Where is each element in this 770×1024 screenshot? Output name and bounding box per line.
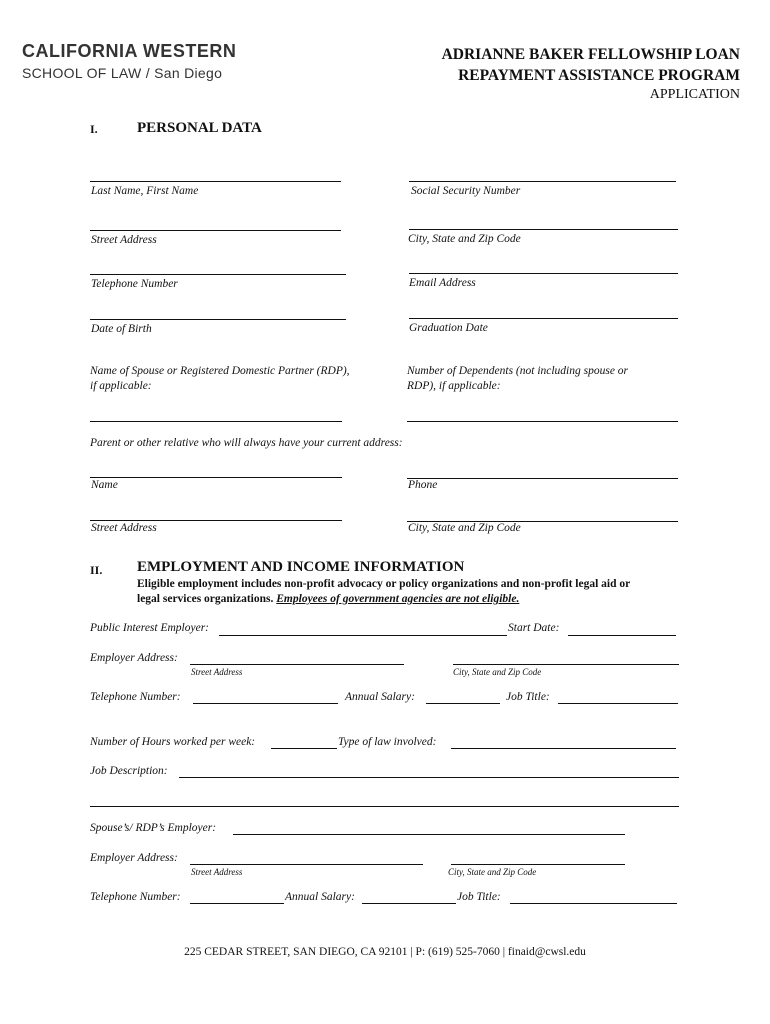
spouse-employer-street-field[interactable] — [190, 864, 423, 865]
graduation-date-label: Graduation Date — [409, 322, 488, 334]
spouse-street-sublabel: Street Address — [191, 867, 243, 877]
spouse-salary-field[interactable] — [362, 903, 456, 904]
spouse-label-line2: if applicable: — [90, 380, 152, 392]
dependents-field[interactable] — [407, 421, 678, 422]
dependents-label-line2: RDP), if applicable: — [407, 380, 501, 392]
job-title-label: Job Title: — [506, 691, 550, 703]
spouse-employer-label: Spouse’s/ RDP’s Employer: — [90, 822, 217, 834]
job-description-field[interactable] — [179, 777, 679, 778]
relative-street-field[interactable] — [90, 520, 342, 521]
employer-label: Public Interest Employer: — [90, 622, 210, 634]
spouse-job-title-field[interactable] — [510, 903, 677, 904]
spouse-employer-field[interactable] — [233, 834, 625, 835]
spouse-employer-city-field[interactable] — [451, 864, 625, 865]
dependents-label-line1: Number of Dependents (not including spouse or — [407, 365, 629, 377]
annual-salary-field[interactable] — [426, 703, 500, 704]
eligibility-note-text: legal services organizations. — [137, 593, 277, 605]
section-1-title: PERSONAL DATA — [137, 120, 262, 136]
law-type-field[interactable] — [451, 748, 676, 749]
start-date-field[interactable] — [568, 635, 676, 636]
school-logo-subtitle: SCHOOL OF LAW / San Diego — [22, 65, 223, 81]
spouse-city-sublabel: City, State and Zip Code — [448, 867, 537, 877]
dob-label: Date of Birth — [91, 323, 152, 335]
employer-street-field[interactable] — [190, 664, 404, 665]
spouse-telephone-field[interactable] — [190, 903, 284, 904]
relative-name-label: Name — [91, 479, 118, 491]
job-description-label: Job Description: — [90, 765, 168, 777]
city-state-zip-label: City, State and Zip Code — [408, 233, 521, 245]
eligibility-note-warning: Employees of government agencies are not eligible. — [276, 593, 520, 605]
start-date-label: Start Date: — [508, 622, 560, 634]
relative-name-field[interactable] — [90, 477, 342, 478]
name-field[interactable] — [90, 181, 341, 182]
dob-field[interactable] — [90, 319, 346, 320]
section-2-number: II. — [90, 563, 103, 577]
hours-label: Number of Hours worked per week: — [90, 736, 256, 748]
form-title-line1: ADRIANNE BAKER FELLOWSHIP LOAN — [441, 46, 740, 63]
section-1-number: I. — [90, 122, 98, 136]
job-title-field[interactable] — [558, 703, 678, 704]
relative-instructions: Parent or other relative who will always have your current address: — [90, 437, 403, 449]
employer-telephone-field[interactable] — [193, 703, 338, 704]
spouse-label-line1: Name of Spouse or Registered Domestic Partner (RDP), — [90, 365, 350, 377]
spouse-telephone-label: Telephone Number: — [90, 891, 181, 903]
job-description-field-line2[interactable] — [90, 806, 679, 807]
eligibility-note-line1: Eligible employment includes non-profit advocacy or policy organizations and non-profit legal aid or — [137, 578, 631, 590]
eligibility-note-line2 — [137, 593, 519, 605]
employer-city-sublabel: City, State and Zip Code — [453, 667, 542, 677]
street-address-label: Street Address — [91, 234, 157, 246]
employer-city-field[interactable] — [453, 664, 679, 665]
telephone-field[interactable] — [90, 274, 346, 275]
email-field[interactable] — [409, 273, 678, 274]
graduation-date-field[interactable] — [409, 318, 678, 319]
relative-city-label: City, State and Zip Code — [408, 522, 521, 534]
employer-street-sublabel: Street Address — [191, 667, 243, 677]
school-logo-name: CALIFORNIA WESTERN — [22, 41, 237, 61]
form-title-line2: REPAYMENT ASSISTANCE PROGRAM — [458, 67, 740, 84]
hours-field[interactable] — [271, 748, 337, 749]
law-type-label: Type of law involved: — [338, 736, 437, 748]
annual-salary-label: Annual Salary: — [345, 691, 415, 703]
name-label: Last Name, First Name — [91, 185, 199, 197]
email-label: Email Address — [409, 277, 476, 289]
telephone-label: Telephone Number — [91, 278, 178, 290]
spouse-job-title-label: Job Title: — [457, 891, 501, 903]
spouse-employer-address-label: Employer Address: — [90, 852, 178, 864]
spouse-name-field[interactable] — [90, 421, 342, 422]
city-state-zip-field[interactable] — [409, 229, 678, 230]
employer-address-label: Employer Address: — [90, 652, 178, 664]
street-address-field[interactable] — [90, 230, 341, 231]
relative-street-label: Street Address — [91, 522, 157, 534]
form-subtitle: APPLICATION — [649, 87, 740, 102]
employer-field[interactable] — [219, 635, 507, 636]
ssn-field[interactable] — [409, 181, 676, 182]
relative-phone-label: Phone — [408, 479, 438, 491]
section-2-title: EMPLOYMENT AND INCOME INFORMATION — [137, 559, 465, 575]
relative-phone-field[interactable] — [407, 478, 678, 479]
footer-contact: 225 CEDAR STREET, SAN DIEGO, CA 92101 | P: (619) 525-7060 | finaid@cwsl.edu — [184, 946, 586, 958]
ssn-label: Social Security Number — [411, 185, 521, 197]
spouse-salary-label: Annual Salary: — [285, 891, 355, 903]
employer-telephone-label: Telephone Number: — [90, 691, 181, 703]
